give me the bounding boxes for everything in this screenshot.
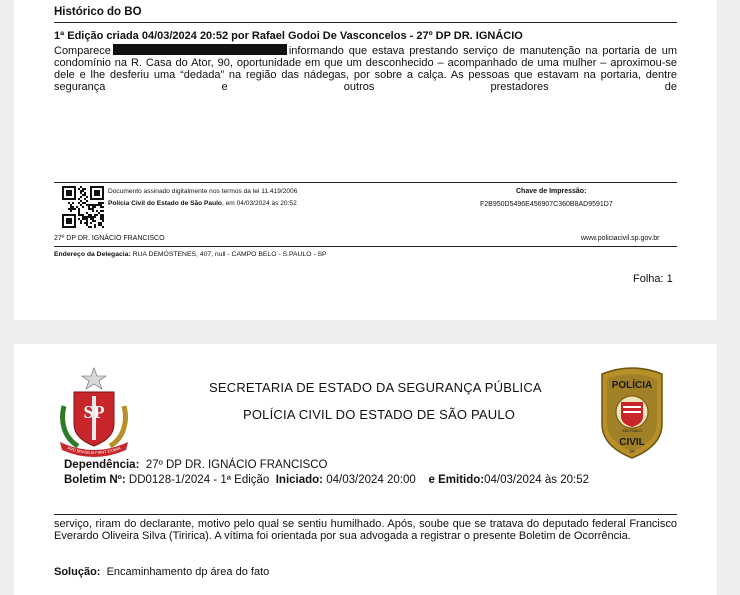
iniciado-value: 04/03/2024 20:00 <box>326 474 416 486</box>
badge-top-text: POLÍCIA <box>611 380 653 391</box>
crest-letters: SP <box>83 402 105 422</box>
document-page-1 <box>14 0 717 320</box>
emitido-value: 04/03/2024 às 20:52 <box>484 474 589 486</box>
dependencia-row <box>64 459 327 471</box>
dependencia-label: Dependência: <box>64 459 140 471</box>
policia-civil-badge-icon <box>594 364 670 460</box>
emitido-label: e Emitido: <box>428 474 485 486</box>
address-value: RUA DEMÓSTENES, 407, null - CAMPO BELO - S.PAULO - SP <box>130 251 327 258</box>
footer-address <box>54 251 327 258</box>
footer-website: www.policiacivil.sp.gov.br <box>581 235 660 242</box>
title-divider <box>54 22 677 23</box>
print-key-value: F2B950D5496E456907C360B8AD9591D7 <box>480 201 613 208</box>
dependencia-value: 27º DP DR. IGNÁCIO FRANCISCO <box>145 459 328 471</box>
signature-line-2 <box>108 200 297 207</box>
solucao-label: Solução: <box>54 566 101 578</box>
solucao-row <box>54 566 269 578</box>
edition-header: 1ª Edição criada 04/03/2024 20:52 por Rafael Godoi De Vasconcelos - 27º DP DR. IGNÁCIO <box>54 30 523 42</box>
sao-paulo-coat-of-arms-icon <box>54 366 134 458</box>
narrative-continuation-text: serviço, riram do declarante, motivo pelo qual se sentiu humilhado. Após, soube que se tratava do deputado federal Francisco Everardo Oliveira Silva (Tiririca). A vítima foi orientada por sua advogada a registrar o presente Boletim de Ocorrência. <box>54 518 677 542</box>
print-key-label: Chave de Impressão: <box>516 188 587 195</box>
signature-date: , em 04/03/2024 às 20:52 <box>221 200 297 207</box>
redacted-name <box>113 44 287 55</box>
narrative-text <box>54 44 677 93</box>
badge-tiny-text: SP <box>629 449 635 454</box>
org-line-2: POLÍCIA CIVIL DO ESTADO DE SÃO PAULO <box>243 407 516 422</box>
signature-line-1: Documento assinado digitalmente nos termos da lei 11.419/2006 <box>108 188 298 195</box>
header-divider <box>54 514 677 515</box>
footer-divider <box>54 182 677 183</box>
badge-bottom-text: CIVIL <box>619 437 645 448</box>
page-number: Folha: 1 <box>633 273 673 285</box>
boletim-value: DD0128-1/2024 - 1ª Edição <box>128 474 270 486</box>
address-divider <box>54 246 677 247</box>
document-page-2 <box>14 344 717 595</box>
section-title: Histórico do BO <box>54 6 142 18</box>
narrative-continuation <box>54 518 677 542</box>
badge-ring-text: SÃO PAULO <box>622 429 642 433</box>
boletim-row <box>64 474 589 486</box>
iniciado-label: Iniciado: <box>275 474 324 486</box>
solucao-value: Encaminhamento dp área do fato <box>106 566 270 578</box>
org-line-1: SECRETARIA DE ESTADO DA SEGURANÇA PÚBLICA <box>209 380 542 395</box>
narrative-part1: Comparece <box>54 45 111 57</box>
qr-code-icon <box>62 186 104 228</box>
footer-dp-name: 27º DP DR. IGNÁCIO FRANCISCO <box>54 235 165 242</box>
boletim-label: Boletim Nº: <box>64 474 126 486</box>
narrative-part2: informando que estava prestando serviço de manutenção na portaria de um condomínio na R. Casa do Ator, 90, oportunidade em que um desconhecido – acompanhado de uma mulher – aproximou-se dele e lhe desferiu uma “dedada” na região das nádegas, por sobre a calça. As pessoas que estavam na portaria, dentre segurança e outros prestadores de <box>54 45 677 93</box>
crest-ribbon-text: PRO BRASILIA FIANT EXIMIA <box>66 445 122 456</box>
signature-org: Polícia Civil do Estado de São Paulo <box>108 200 222 207</box>
address-label: Endereço da Delegacia: <box>54 251 131 258</box>
